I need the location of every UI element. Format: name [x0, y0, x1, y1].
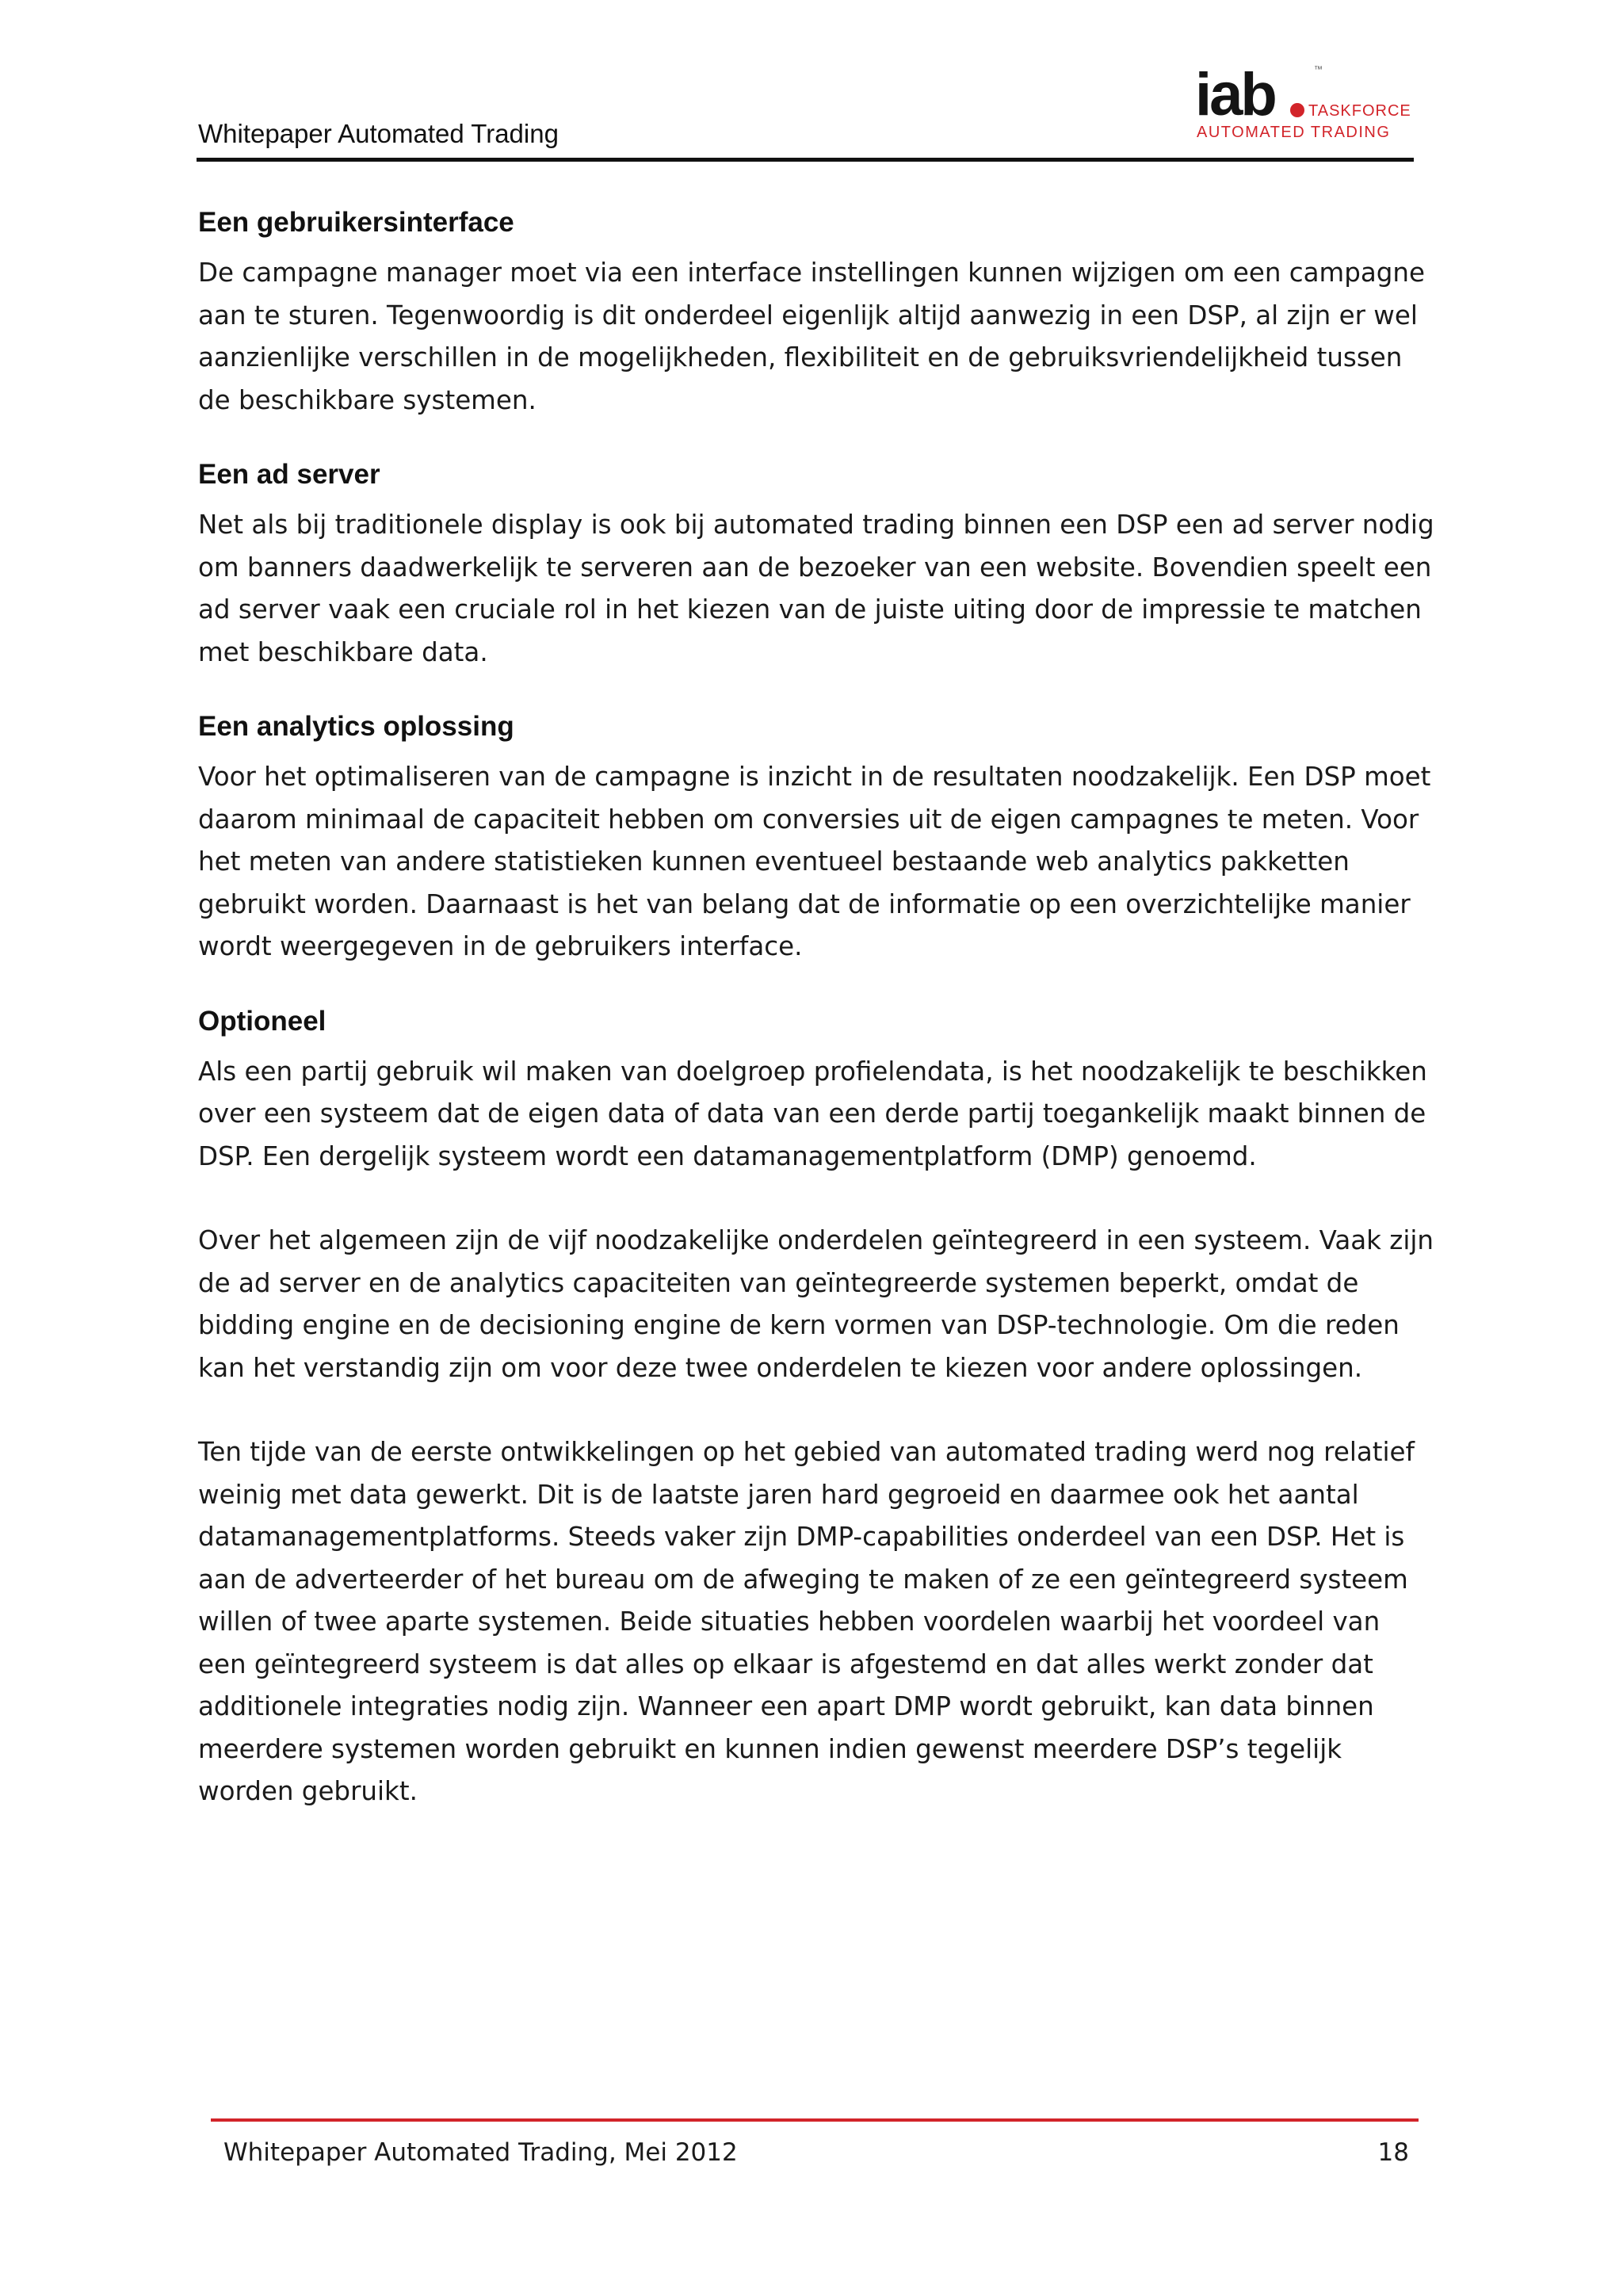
- section-heading: Optioneel: [198, 1005, 327, 1037]
- section-heading: Een gebruikersinterface: [198, 207, 514, 238]
- paragraph: Ten tijde van de eerste ontwikkelingen op het gebied van automated trading werd nog relatief weinig met data gewerkt. Dit is de laatste jaren hard gegroeid en daarmee ook het aantal datamanagementplatforms. Steeds vaker zijn DMP-capabilities onderdeel van een DSP. Het is aan de adverteerder of het bureau om de afweging te maken of ze een geïntegreerd systeem willen of twee aparte systemen. Beide situaties hebben voordelen waarbij het voordeel van een geïntegreerd systeem is dat alles op elkaar is afgestemd en dat alles werkt zonder dat additionele integraties nodig zijn. Wanneer een apart DMP wordt gebruikt, kan data binnen meerdere systemen worden gebruikt en kunnen indien gewenst meerdere DSP’s tegelijk worden gebruikt.: [198, 1437, 1415, 1806]
- footer-divider: [211, 2118, 1419, 2122]
- logo-automated-trading-text: AUTOMATED TRADING: [1197, 124, 1391, 141]
- header-divider: [197, 158, 1414, 162]
- paragraph: Als een partij gebruik wil maken van doelgroep profielendata, is het noodzakelijk te beschikken over een systeem dat de eigen data of data van een derde partij toegankelijk maakt binnen de DSP. Een dergelijk systeem wordt een datamanagementplatform (DMP) genoemd.: [198, 1056, 1427, 1171]
- section-heading: Een analytics oplossing: [198, 711, 514, 742]
- logo-trademark-icon: ™: [1314, 65, 1323, 74]
- paragraph: De campagne manager moet via een interface instellingen kunnen wijzigen om een campagne aan te sturen. Tegenwoordig is dit onderdeel eigenlijk altijd aanwezig in een DSP, al zijn er wel aanzienlijke verschillen in de mogelijkheden, flexibiliteit en de gebruiksvriendelijkheid tussen de beschikbare systemen.: [198, 258, 1425, 415]
- paragraph: Voor het optimaliseren van de campagne is inzicht in de resultaten noodzakelijk. Een DSP moet daarom minimaal de capaciteit hebben om conversies uit de eigen campagnes te meten. Voor het meten van andere statistieken kunnen eventueel bestaande web analytics pakketten gebruikt worden. Daarnaast is het van belang dat de informatie op een overzichtelijke manier wordt weergegeven in de gebruikers interface.: [198, 762, 1431, 961]
- page-number: 18: [1377, 2138, 1409, 2167]
- section-ad-server: [198, 455, 1434, 674]
- paragraph: Over het algemeen zijn de vijf noodzakelijke onderdelen geïntegreerd in een systeem. Vaak zijn de ad server en de analytics capaciteiten van geïntegreerde systemen beperkt, omdat de bidding engine en de decisioning engine de kern vormen van DSP-technologie. Om die reden kan het verstandig zijn om voor deze twee onderdelen te kiezen voor andere oplossingen.: [198, 1225, 1434, 1383]
- footer-text: Whitepaper Automated Trading, Mei 2012: [223, 2138, 738, 2167]
- iab-logo: [1195, 61, 1417, 144]
- section-analytics-oplossing: [198, 707, 1434, 968]
- logo-wordmark: iab: [1195, 61, 1275, 128]
- logo-taskforce-text: TASKFORCE: [1308, 102, 1411, 120]
- section-optioneel: [198, 1002, 1434, 1813]
- paragraph: Net als bij traditionele display is ook bij automated trading binnen een DSP een ad server nodig om banners daadwerkelijk te serveren aan de bezoeker van een website. Bovendien speelt een ad server vaak een cruciale rol in het kiezen van de juiste uiting door de impressie te matchen met beschikbare data.: [198, 510, 1434, 667]
- header-title: Whitepaper Automated Trading: [198, 119, 559, 148]
- main-content: [198, 203, 1434, 1813]
- section-gebruikersinterface: [198, 203, 1434, 422]
- section-heading: Een ad server: [198, 459, 380, 490]
- logo-dot-icon: [1290, 103, 1304, 117]
